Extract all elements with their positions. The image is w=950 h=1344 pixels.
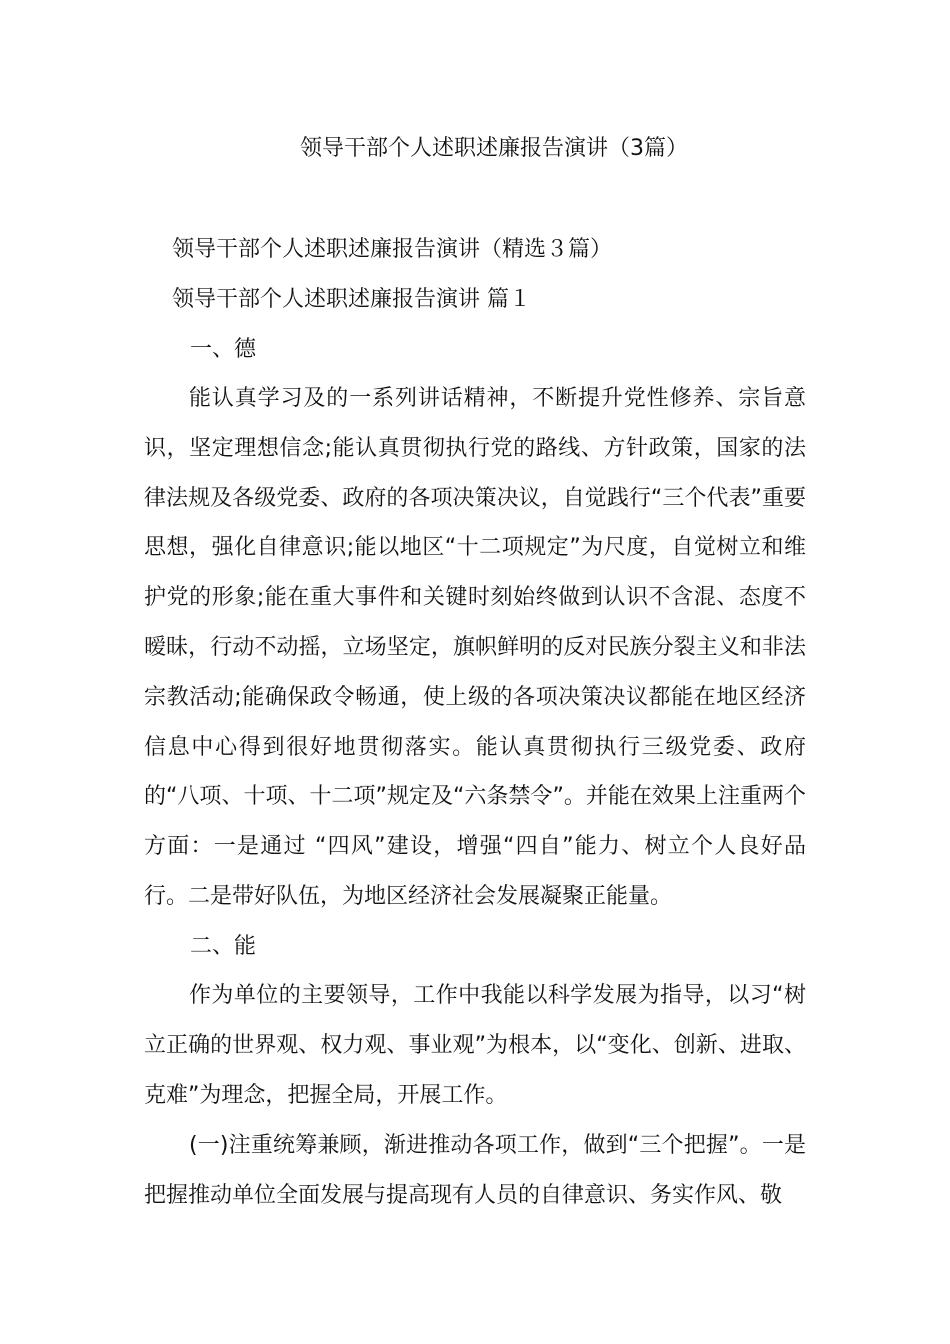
paragraph-neng-sub1: (一)注重统筹兼顾，渐进推动各项工作，做到“三个把握”。一是把握推动单位全面发展与提高现有人员的自律意识、务实作风、敬 — [144, 1133, 806, 1208]
document-subtitle-part1: 领导干部个人述职述廉报告演讲 篇１ — [172, 287, 531, 312]
paragraph-neng: 作为单位的主要领导，工作中我能以科学发展为指导，以习“树立正确的世界观、权力观、事业观”为根本，以“变化、创新、进取、克难”为理念，把握全局，开展工作。 — [144, 983, 806, 1108]
section-heading-de: 一、德 — [190, 337, 257, 362]
paragraph-de: 能认真学习及的一系列讲话精神，不断提升党性修养、宗旨意识，坚定理想信念;能认真贯彻执行党的路线、方针政策，国家的法律法规及各级党委、政府的各项决策决议，自觉践行“三个代表”重要思想，强化自律意识;能以地区“十二项规定”为尺度，自觉树立和维护党的形象;能在重大事件和关键时刻始终做到认识不含混、态度不暧昧，行动不动摇，立场坚定，旗帜鲜明的反对民族分裂主义和非法宗教活动;能确保政令畅通，使上级的各项决策决议都能在地区经济信息中心得到很好地贯彻落实。能认真贯彻执行三级党委、政府的“八项、十项、十二项”规定及“六条禁令”。并能在效果上注重两个方面：一是通过 “四风”建设，增强“四自”能力、树立个人良好品行。二是带好队伍，为地区经济社会发展凝聚正能量。 — [144, 386, 806, 909]
document-title: 领导干部个人述职述廉报告演讲（3篇） — [300, 136, 688, 161]
document-subtitle-selected: 领导干部个人述职述廉报告演讲（精选３篇） — [172, 237, 613, 262]
section-heading-neng: 二、能 — [190, 934, 257, 959]
